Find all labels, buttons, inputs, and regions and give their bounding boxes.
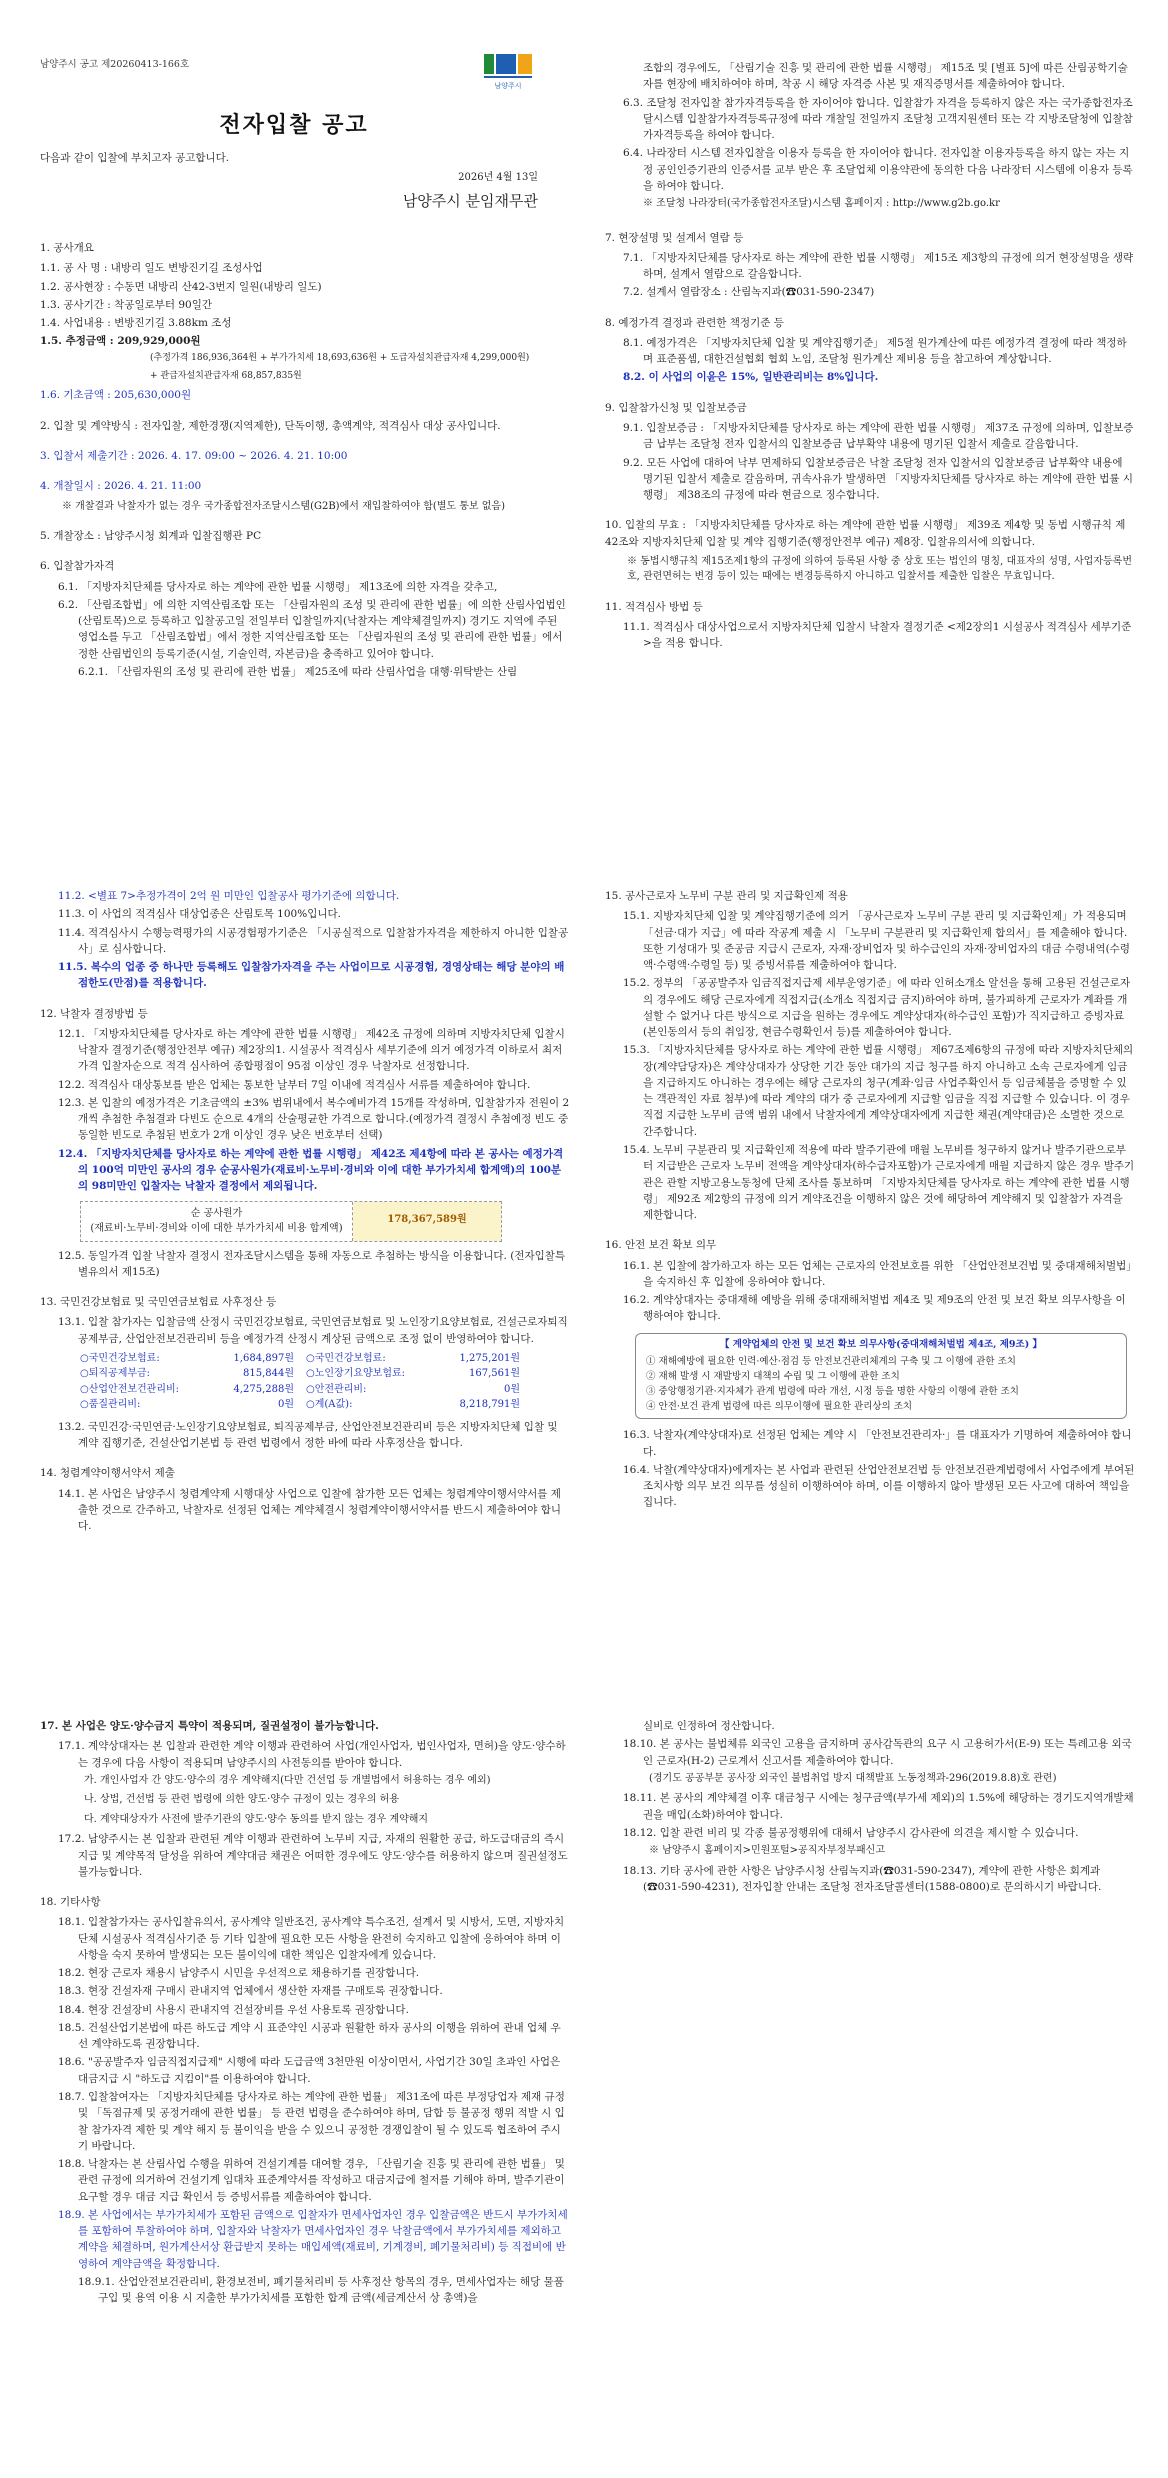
notice-date: 2026년 4월 13일 — [458, 172, 538, 183]
insurance-table: ○국민건강보험료: 1,684,897원 ○국민건강보험료: 1,275,201원 ○퇴직공제부금: 815,844원 ○노인장기요양보험료: 167,561원 ○산업안전보건관리비: 4,275,288원 ○안전관리비: 0원 ○품질관리비: 0원 ○계(A값): 8,218,791원 — [80, 1352, 520, 1411]
intro-text: 다음과 같이 입찰에 부치고자 공고합니다. — [40, 152, 230, 164]
right-column: 조합의 경우에도, 「산림기술 진흥 및 관리에 관한 법률 시행령」 제15조 및 [별표 5]에 따른 산림공학기술자를 현장에 배치하여야 하며, 착공 시 해당 자격증 사본 및 재직증명서를 제출하여야 합니다. 6.3. 조달청 전자입찰 참가자격등록을 한 자이어야 합니다. 입찰참가 자격을 등록하지 않은 자는 국가종합전자조달시스템 입찰참가자격등록규정에 따라 개찰일 전일까지 조달청 고객지원센터 또는 각 지방조달청에 입찰참가자격등록을 하여야 합니다. 6.4. 나라장터 시스템 전자입찰을 이용자 등록을 한 자이어야 합니다. 전자입찰 이용자등록을 하지 않는 자는 지정 공인인증기관의 인증서를 교부 받은 후 조달업체 이용약관에 동의한 다음 나라장터 시스템에 이용자 등록을 하여야 합니다. ※ 조달청 나라장터(국가종합전자조달)시스템 홈페이지 : http://www.g2b.go.kr 7. 현장설명 및 설계서 열람 등 7.1. 「지방자치단체를 당사자로 하는 계약에 관한 법률 시행령」 제15조 제3항의 규정에 의거 현장설명을 생략하며, 설계서 열람으로 갈음합니다. 7.2. 설계서 열람장소 : 산림녹지과(☎031-590-2347) 8. 예정가격 결정과 관련한 책정기준 등 8.1. 예정가격은 「지방자치단체 입찰 및 계약집행기준」 제5절 원가계산에 따른 예정가격 결정에 따라 책정하며 표준품셈, 대한건설협회 협회 노임, 조달청 원가계산 제비용 등을 참고하여 계상합니다. 8.2. 이 사업의 이윤은 15%, 일반관리비는 8%입니다. 9. 입찰참가신청 및 입찰보증금 9.1. 입찰보증금 : 「지방자치단체를 당사자로 하는 계약에 관한 법률 시행령」 제37조 규정에 의하며, 입찰보증금 납부는 조달청 전자 입찰서의 입찰보증금 납부확약 내용에 명기된 입찰서 제출로 갈음합니다. 9.2. 모든 사업에 대하여 낙부 면제하되 입찰보증금은 낙찰 조달청 전자 입찰서의 입찰보증금 납부확약 내용에 명기된 입찰서 제출로 갈음하며, 귀속사유가 발생하면 「지방자치단체를 당사자로 하는 계약에 관한 법률 시행령」 제38조의 규정에 따라 현금으로 징수합니다. 10. 입찰의 무효 : 「지방자치단체를 당사자로 하는 계약에 관한 법률 시행령」 제39조 제4항 및 동법 시행규칙 제42조와 지방자치단체 입찰 및 계약 집행기준(행정안전부 예규) 제8장. 입찰유의서에 의합니다. ※ 동법시행규칙 제15조제1항의 규정에 의하여 등록된 사항 중 상호 또는 법인의 명칭, 대표자의 성명, 사업자등록번호, 관련면허는 변경 등이 있는 때에는 변경등록하지 아니하고 입찰서를 제출한 입찰은 무효입니다. 11. 적격심사 방법 등 11.1. 적격심사 대상사업으로서 지방자치단체 입찰시 낙찰자 결정기준 <제2장의1 시설공사 적격심사 세부기준>을 적용 합니다. — [605, 62, 1134, 650]
notice-number: 남양주시 공고 제20260413-166호 — [40, 59, 190, 70]
left-column: 11.2. <별표 7>추정가격이 2억 원 미만인 입찰공사 평가기준에 의합니다. 11.3. 이 사업의 적격심사 대상업종은 산림토목 100%입니다. 11.4. 적격심사시 수행능력평가의 시공경험평가기준은 「시공실적으로 입찰참가자격을 제한하지 아니한 입찰공사」로 심사합니다. 11.5. 복수의 업종 중 하나만 등록해도 입찰참가자격을 주는 사업이므로 시공경험, 경영상태는 해당 분야의 배점한도(만점)를 적용합니다. 12. 낙찰자 결정방법 등 12.1. 「지방자치단체를 당사자로 하는 계약에 관한 법률 시행령」 제42조 규정에 의하며 지방자치단체 입찰시 낙찰자 결정기준(행정안전부 예규) 제2장의1. 시설공사 적격심사 세부기준에 의거 예정가격 이하로서 최저가격 입찰자순으로 적격 심사하여 종합평점이 95점 이상인 경우 낙찰자로 선정합니다. 12.2. 적격심사 대상통보를 받은 업체는 통보한 날부터 7일 이내에 적격심사 서류를 제출하여야 합니다. 12.3. 본 입찰의 예정가격은 기초금액의 ±3% 범위내에서 복수예비가격 15개를 작성하며, 입찰참가자 전원이 2개씩 추첨한 추첨결과 다빈도 순으로 4개의 산술평균한 가격으로 합니다.(예정가격 결정시 추첨예정 빈도 중 동일한 빈도로 추첨된 번호가 2개 이상인 경우 낮은 번호부터 선택) 12.4. 「지방자치단체를 당사자로 하는 계약에 관한 법률 시행령」 제42조 제4항에 따라 본 공사는 예정가격의 100억 미만인 공사의 경우 순공사원가(재료비·노무비·경비와 이에 대한 부가가치세 합계액)의 100분의 98미만인 입찰자는 낙찰자 결정에서 제외됩니다. 순 공사원가 (재료비·노무비·경비와 이에 대한 부가가치세 비용 합계액) 178,367,589원 12.5. 동일가격 입찰 낙찰자 결정시 전자조달시스템을 통해 자동으로 추첨하는 방식을 이용합니다. (전자입찰특별유의서 제15조) 13. 국민건강보험료 및 국민연금보험료 사후정산 등 13.1. 입찰 참가자는 입찰금액 산정시 국민건강보험료, 국민연금보험료 및 노인장기요양보험료, 건설근로자퇴직공제부금, 산업안전보건관리비 등을 예정가격 산정시 계상된 금액으로 조정 없이 반영하여야 합니다. ○국민건강보험료: 1,684,897원 ○국민건강보험료: 1,275,201원 ○퇴직공제부금: 815,844원 ○노인장기요양보험료: 167,561원 ○산업안전보건관리비: 4,275,288원 ○안전관리비: 0원 ○품질관리비: 0원 ○계(A값): 8,218,791원 13.2. 국민건강·국민연금·노인장기요양보험료, 퇴직공제부금, 산업안전보건관리비 등은 지방자치단체 입찰 및 계약 집행기준, 건설산업기본법 등 관련 법령에서 정한 바에 따라 사후정산을 합니다. 14. 청렴계약이행서약서 제출 14.1. 본 사업은 남양주시 청렴계약제 시행대상 사업으로 입찰에 참가한 모든 업체는 청렴계약이행서약서를 제출한 것으로 간주하고, 낙찰자로 선정된 업체는 계약체결시 청렴계약이행서약서를 반드시 제출하여야 합니다. — [40, 890, 570, 1533]
section-1: 1. 공사개요 1.1. 공 사 명 : 내방리 일도 변방진기길 조성사업 1.2. 공사현장 : 수동면 내방리 산42-3번지 일원(내방리 일도) 1.3. 공사기간 : 착공일로부터 90일간 1.4. 사업내용 : 변방진기길 3.88km 조성 1.5. 추정금액 : 209,929,000원 (추정가격 186,936,364원 + 부가가치세 18,693,636원 + 도급자설치관급자재 4,299,000원) + 관급자설치관급자재 68,857,835원 1.6. 기초금액 : 205,630,000원 — [40, 242, 530, 402]
section-3: 3. 입찰서 제출기간 : 2026. 4. 17. 09:00 ~ 2026. 4. 21. 10:00 — [40, 450, 348, 462]
section-4: 4. 개찰일시 : 2026. 4. 21. 11:00 ※ 개찰결과 낙찰자가 없는 경우 국가종합전자조달시스템(G2B)에서 재입찰하여야 함(별도 통보 없음) — [40, 480, 505, 512]
page-title: 전자입찰 공고 — [219, 112, 369, 138]
safety-obligations-box: 【 계약업체의 안전 및 보건 확보 의무사항(중대재해처벌법 제4조, 제9조) 】 ① 재해예방에 필요한 인력·예산·점검 등 안전보건관리체계의 구축 및 그 이행에 관한 조치 ② 재해 발생 시 재발방지 대책의 수립 및 그 이행에 관한 조치 ③ 중앙행정기관·지자체가 관계 법령에 따라 개선, 시정 등을 명한 사항의 이행에 관한 조치 ④ 안전·보건 관계 법령에 따른 의무이행에 필요한 관리상의 조치 — [635, 1333, 1127, 1420]
section-6: 6. 입찰참가자격 6.1. 「지방자치단체를 당사자로 하는 계약에 관한 법률 시행령」 제13조에 의한 자격을 갖추고, 6.2. 「산림조합법」에 의한 지역산림조합 또는 「산림자원의 조성 및 관리에 관한 법률」에 의한 산림사업법인(산림토목)으로 등록하고 입찰공고일 전일부터 입찰일까지(낙찰자는 계약체결일까지) 경기도 지역에 주된 영업소를 두고 「산림조합법」에서 정한 지역산림조합 또는 「산림자원의 조성 및 관리에 관한 법률」에서 정한 산림법인의 등록기준(시설, 기술인력, 자본금)을 충족하고 있어야 합니다. 6.2.1. 「산림자원의 조성 및 관리에 관한 법률」 제25조에 따라 산림사업을 대행·위탁받는 산림 — [40, 560, 566, 678]
right-column: 15. 공사근로자 노무비 구분 관리 및 지급확인제 적용 15.1. 지방자치단체 입찰 및 계약집행기준에 의거 「공사근로자 노무비 구분 관리 및 지급확인제」가 적용되며 「선금·대가 지급」에 따라 작공계 제출 시 「노무비 구분관리 및 지급확인제 합의서」를 제출해야 합니다. 또한 기성대가 및 준공금 지급시 근로자, 자재·장비업자 및 하수급인의 자재·장비업자의 대금 수령내역(수령액·수령액·수령일 등) 및 증빙서류를 제출하여야 합니다. 15.2. 정부의 「공공발주자 임금직접지급제 세부운영기준」에 따라 인허소개소 알선을 통해 고용된 건설근로자의 경우에도 해당 근로자에게 직접지급(소개소 직접지급 금지)하여야 하며, 불가피하게 근로자가 계좌를 개설할 수 없거나 다른 방식으로 지급을 원하는 경우에도 계약상대자(하수급인 포함)가 직지급하고 증빙자료(본인동의서 등의 취임장, 현금수령확인서 등)를 제출하여야 합니다. 15.3. 「지방자치단체를 당사자로 하는 계약에 관한 법률 시행령」 제67조제6항의 규정에 따라 지방자치단체의 장(계약담당자)은 계약상대자가 상당한 기간 동안 대가의 지급 청구를 하지 아니하고 소속 근로자에게 임금을 지급하지도 아니하는 경우에는 해당 근로자의 청구(계좌·임금 사업주확인서 등 임금체불을 증명할 수 있는 객관적인 자료 첨부)에 따라 계약의 대가 중 근로자에게 지급할 임금을 직접 지급할 수 있습니다. 이 경우 직접 지급한 노무비 금액 범위 내에서 낙찰자에게 계약상대자에게 지급한 채권(계약대금)은 소멸한 것으로 간주합니다. 15.4. 노무비 구분관리 및 지급확인제 적용에 따라 발주기관에 매월 노무비를 청구하지 않거나 발주기관으로부터 지급받은 근로자 노무비 전액을 계약상대자(하수급자포함)가 근로자에게 매월 지급하지 않은 경우 발주기관은 관할 지방고용노동청에 단체 조사를 통보하며 「지방자치단체를 당사자로 하는 계약에 관한 법률 시행령」 제92조 제2항의 규정에 의거 계약조건을 이행하지 않은 것에 해당하여 계약해지 및 입찰참가 자격을 제한합니다. 16. 안전 보건 확보 의무 16.1. 본 입찰에 참가하고자 하는 모든 업체는 근로자의 안전보호를 위한 「산업안전보건법 및 중대재해처벌법」을 숙지하신 후 입찰에 응하여야 합니다. 16.2. 계약상대자는 중대재해 예방을 위해 중대재해처벌법 제4조 및 제9조의 안전 및 보건 확보 의무사항을 이행하여야 합니다. 【 계약업체의 안전 및 보건 확보 의무사항(중대재해처벌법 제4조, 제9조) 】 ① 재해예방에 필요한 인력·예산·점검 등 안전보건관리체계의 구축 및 그 이행에 관한 조치 ② 재해 발생 시 재발방지 대책의 수립 및 그 이행에 관한 조치 ③ 중앙행정기관·지자체가 관계 법령에 따라 개선, 시정 등을 명한 사항의 이행에 관한 조치 ④ 안전·보건 관계 법령에 따른 의무이행에 필요한 관리상의 조치 16.3. 낙찰자(계약상대자)로 선정된 업체는 계약 시 「안전보건관리자·」를 대표자가 기명하여 제출하여야 합니다. 16.4. 낙찰(계약상대자)에게자는 본 사업과 관련된 산업안전보건법 등 안전보건관계법령에서 사업주에게 부여된 조치사항 의무 보건 의무를 성실히 이행하여야 하며, 이를 이행하지 않아 발생된 모든 사고에 대하여 책임을 집니다. — [605, 890, 1135, 1509]
left-column — [40, 240, 570, 694]
section-2: 2. 입찰 및 계약방식 : 전자입찰, 제한경쟁(지역제한), 단독이행, 총액계약, 적격심사 대상 공사입니다. — [40, 419, 501, 432]
page-1 — [0, 0, 1168, 820]
city-logo — [478, 50, 538, 92]
right-column: 실비로 인정하여 정산합니다. 18.10. 본 공사는 불법체류 외국인 고용을 금지하며 공사감독관의 요구 시 고용허가서(E-9) 또는 특례고용 외국인 근로자(H-2) 근로계서 신고서를 제출하여야 합니다. (경기도 공공부문 공사장 외국인 불법취업 방지 대책발표 노동정책과-296(2019.8.8)호 관련) 18.11. 본 공사의 계약체결 이후 대금청구 시에는 청구금액(부가세 제외)의 1.5%에 해당하는 경기도지역개발채권을 매입(소화)하여야 합니다. 18.12. 입찰 관련 비리 및 각종 불공정행위에 대해서 남양주시 감사관에 의견을 제시할 수 있습니다. ※ 남양주시 홈페이지>민원포털>공직자부정부패신고 18.13. 기타 공사에 관한 사항은 남양주시청 산림녹지과(☎031-590-2347), 계약에 관한 사항은 회계과(☎031-590-4231), 전자입찰 안내는 조달청 전자조달콜센터(1588-0800)로 문의하시기 바랍니다. — [623, 1720, 1134, 1893]
svg-text:남양주시: 남양주시 — [494, 82, 522, 90]
net-construction-cost-value: 178,367,589원 — [353, 1202, 501, 1241]
page-3 — [0, 1690, 1168, 2478]
page-2 — [0, 840, 1168, 1660]
issuer: 남양주시 분임재무관 — [402, 192, 538, 210]
net-construction-cost-box: 순 공사원가 (재료비·노무비·경비와 이에 대한 부가가치세 비용 합계액) 178,367,589원 — [80, 1201, 502, 1242]
section-5: 5. 개찰장소 : 남양주시청 회계과 입찰집행관 PC — [40, 530, 262, 543]
left-column: 17. 본 사업은 양도·양수금지 특약이 적용되며, 질권설정이 불가능합니다. 17.1. 계약상대자는 본 입찰과 관련한 계약 이행과 관련하여 사업(개인사업자, 법인사업자, 면허)을 양도·양수하는 경우에 다음 사항이 적용되며 남양주시의 사전동의를 받아야 합니다. 가. 개인사업자 간 양도·양수의 경우 계약해지(다만 건선업 등 개별법에서 허용하는 경우 예외) 나. 상법, 건선법 등 관련 법령에 의한 양도·양수 규정이 있는 경우의 허용 다. 계약대상자가 사전에 발주기관의 양도·양수 동의를 받지 않는 경우 계약해지 17.2. 남양주시는 본 입찰과 관련된 계약 이행과 관련하여 노무비 지급, 자재의 원활한 공급, 하도급대금의 즉시 지급 및 계약목적 달성을 위하여 계약대금 채권은 어떠한 경우에도 양도·양수를 허용하지 않으며 질권설정도 불가능합니다. 18. 기타사항 18.1. 입찰참가자는 공사입찰유의서, 공사계약 일반조건, 공사계약 특수조건, 설계서 및 시방서, 도면, 지방자치단체 시설공사 적격심사기준 등 기타 입찰에 필요한 모든 사항을 완전히 숙지하고 입찰에 응하여야 하며 이 사항을 숙지 못하여 발생되는 모든 불이익에 대한 책임은 입찰자에게 있습니다. 18.2. 현장 근로자 채용시 남양주시 시민을 우선적으로 채용하기를 권장합니다. 18.3. 현장 건설자재 구매시 관내지역 업체에서 생산한 자재를 구매토록 권장합니다. 18.4. 현장 건설장비 사용시 관내지역 건설장비를 우선 사용토록 권장합니다. 18.5. 건설산업기본법에 따른 하도급 계약 시 표준약인 시공과 원활한 하자 공사의 이행을 위하여 관내 업체 우선 계약하도록 권장합니다. 18.6. "공공발주자 임금직접지급제" 시행에 따라 도급금액 3천만원 이상이면서, 사업기간 30일 초과인 사업은 대금지급 시 "하도급 지킴이"를 이용하여야 합니다. 18.7. 입찰참여자는 「지방자치단체를 당사자로 하는 계약에 관한 법률」 제31조에 따른 부정당업자 제재 규정 및 「독점규제 및 공정거래에 관한 법률」 등 관련 법령을 준수하여야 하며, 담합 등 불공정 행위 적발 시 입찰 참가자격 제한 및 계약 해지 등 불이익을 받을 수 있으니 공정한 경쟁입찰이 될 수 있도록 협조하여 주시기 바랍니다. 18.8. 낙찰자는 본 산림사업 수행을 위하여 건설기계를 대여할 경우, 「산림기술 진흥 및 관리에 관한 법률」 및 관련 규정에 의거하여 건설기계 임대차 표준계약서를 작성하고 대금지급에 철저를 기해야 하며, 발주기관이 요구할 경우 대금 지급 확인서 등 증빙서류를 제출하여야 합니다. 18.9. 본 사업에서는 부가가치세가 포함된 금액으로 입찰자가 면세사업자인 경우 입찰금액은 반드시 부가가치세를 포함하여 투찰하여야 하며, 입찰자와 낙찰자가 면세사업자인 경우 낙찰금액에서 부가가치세를 제외하고 계약을 체결하며, 원가계산서상 환급받지 못하는 매입세액(재료비, 기계경비, 폐기물처리비) 등 직접비에 반영하여 계약금액을 확정합니다. 18.9.1. 산업안전보건관리비, 환경보전비, 폐기물처리비 등 사후정산 항목의 경우, 면세사업자는 해당 물품 구입 및 용역 이용 시 지출한 부가가치세를 포함한 합계 금액(세금계산서 상 총액)을 — [40, 1720, 568, 2305]
city-logo-icon — [478, 50, 538, 92]
